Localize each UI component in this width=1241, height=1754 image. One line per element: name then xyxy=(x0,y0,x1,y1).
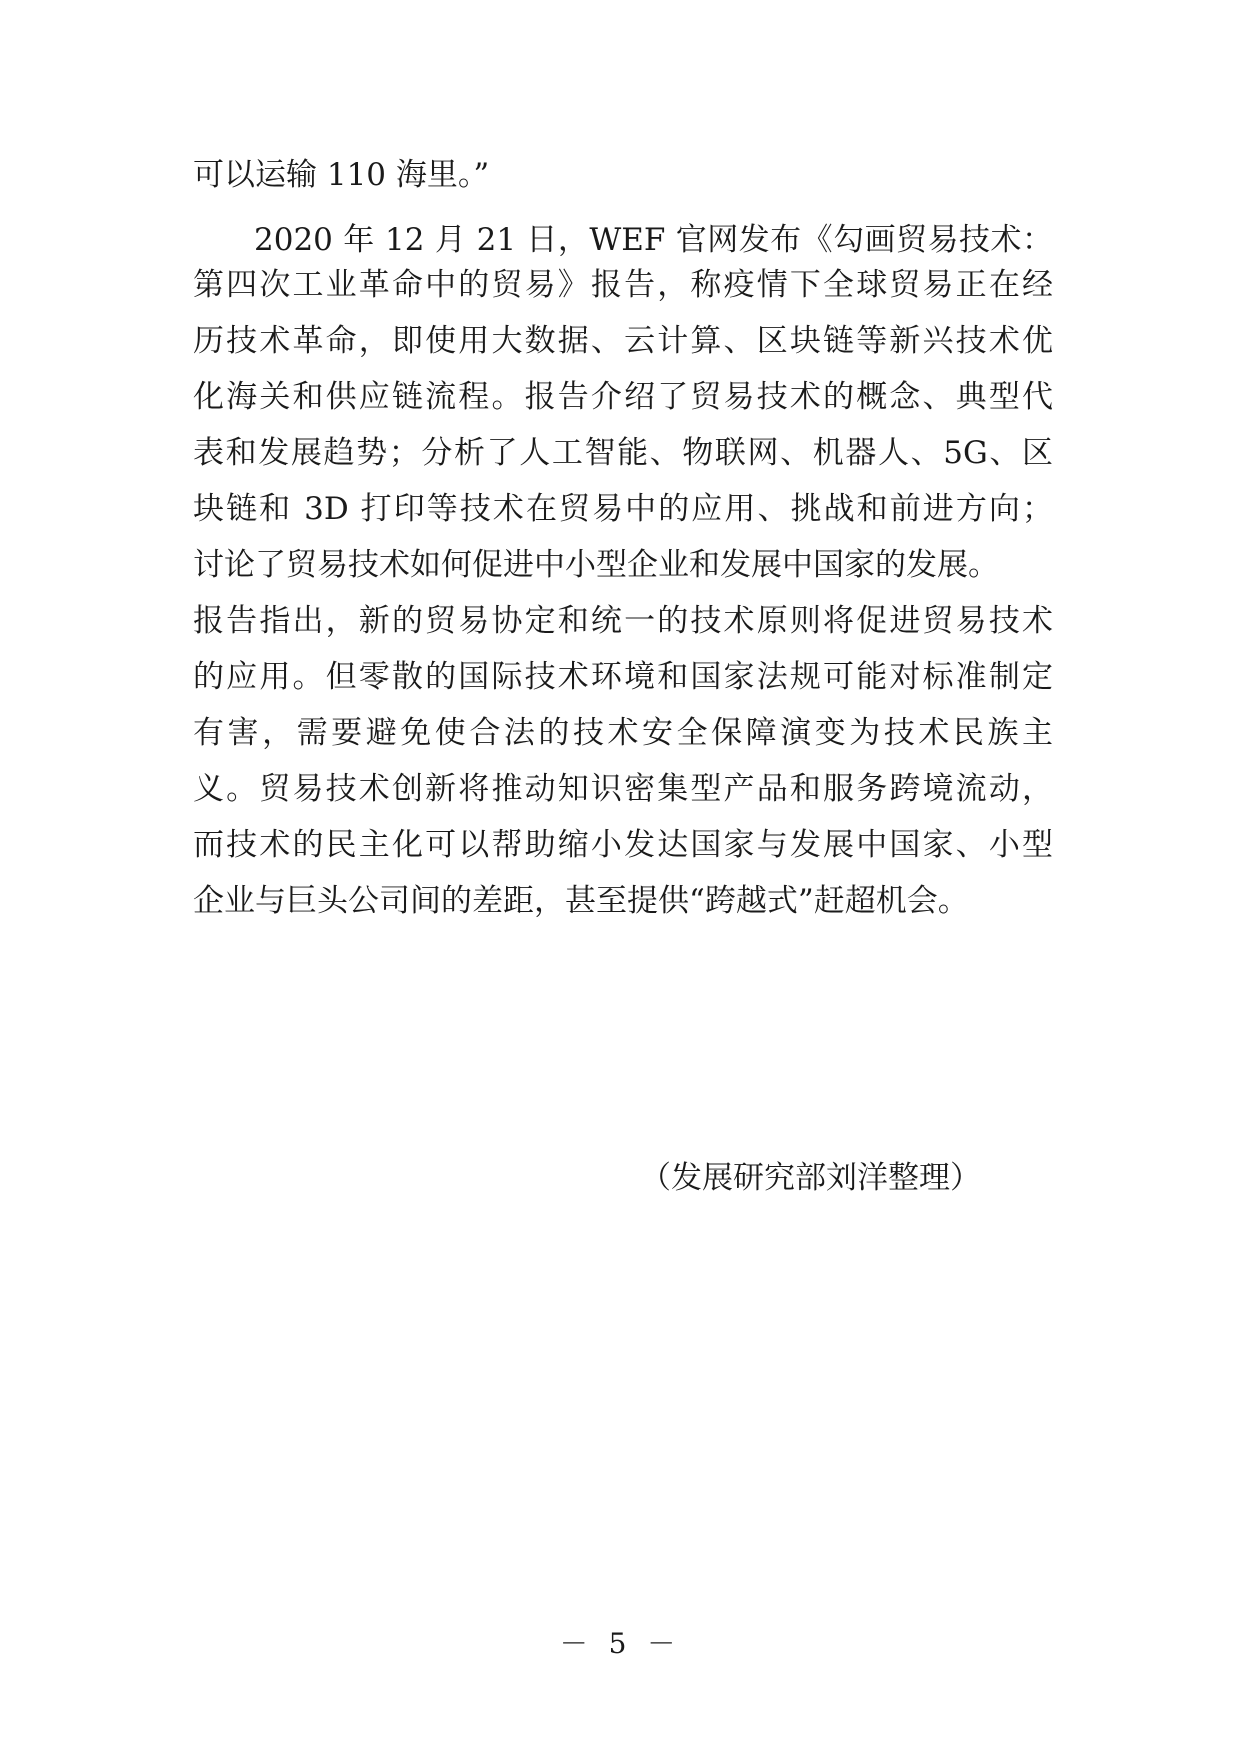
paragraph-line: 块链和 3D 打印等技术在贸易中的应用、挑战和前进方向； xyxy=(193,491,1053,527)
paragraph-line: 表和发展趋势；分析了人工智能、物联网、机器人、5G、区 xyxy=(193,435,1053,471)
paragraph-line: 而技术的民主化可以帮助缩小发达国家与发展中国家、小型 xyxy=(193,827,1053,863)
continuation-line: 可以运输 110 海里。” xyxy=(193,157,490,193)
paragraph-line: 2020 年 12 月 21 日，WEF 官网发布《勾画贸易技术： xyxy=(254,222,1053,258)
author-signature: （发展研究部刘洋整理） xyxy=(640,1160,981,1196)
paragraph-line: 第四次工业革命中的贸易》报告，称疫情下全球贸易正在经 xyxy=(193,267,1053,303)
paragraph-line: 历技术革命，即使用大数据、云计算、区块链等新兴技术优 xyxy=(193,323,1053,359)
paragraph-line: 的应用。但零散的国际技术环境和国家法规可能对标准制定 xyxy=(193,659,1053,695)
paragraph-line: 报告指出，新的贸易协定和统一的技术原则将促进贸易技术 xyxy=(193,603,1053,639)
paragraph-line: 义。贸易技术创新将推动知识密集型产品和服务跨境流动， xyxy=(193,771,1053,807)
paragraph-line: 讨论了贸易技术如何促进中小型企业和发展中国家的发展。 xyxy=(193,547,999,583)
paragraph-line: 有害，需要避免使合法的技术安全保障演变为技术民族主 xyxy=(193,715,1053,751)
paragraph-line: 化海关和供应链流程。报告介绍了贸易技术的概念、典型代 xyxy=(193,379,1053,415)
paragraph-line: 企业与巨头公司间的差距，甚至提供“跨越式”赶超机会。 xyxy=(193,883,969,919)
page-number: － 5 － xyxy=(559,1627,682,1660)
